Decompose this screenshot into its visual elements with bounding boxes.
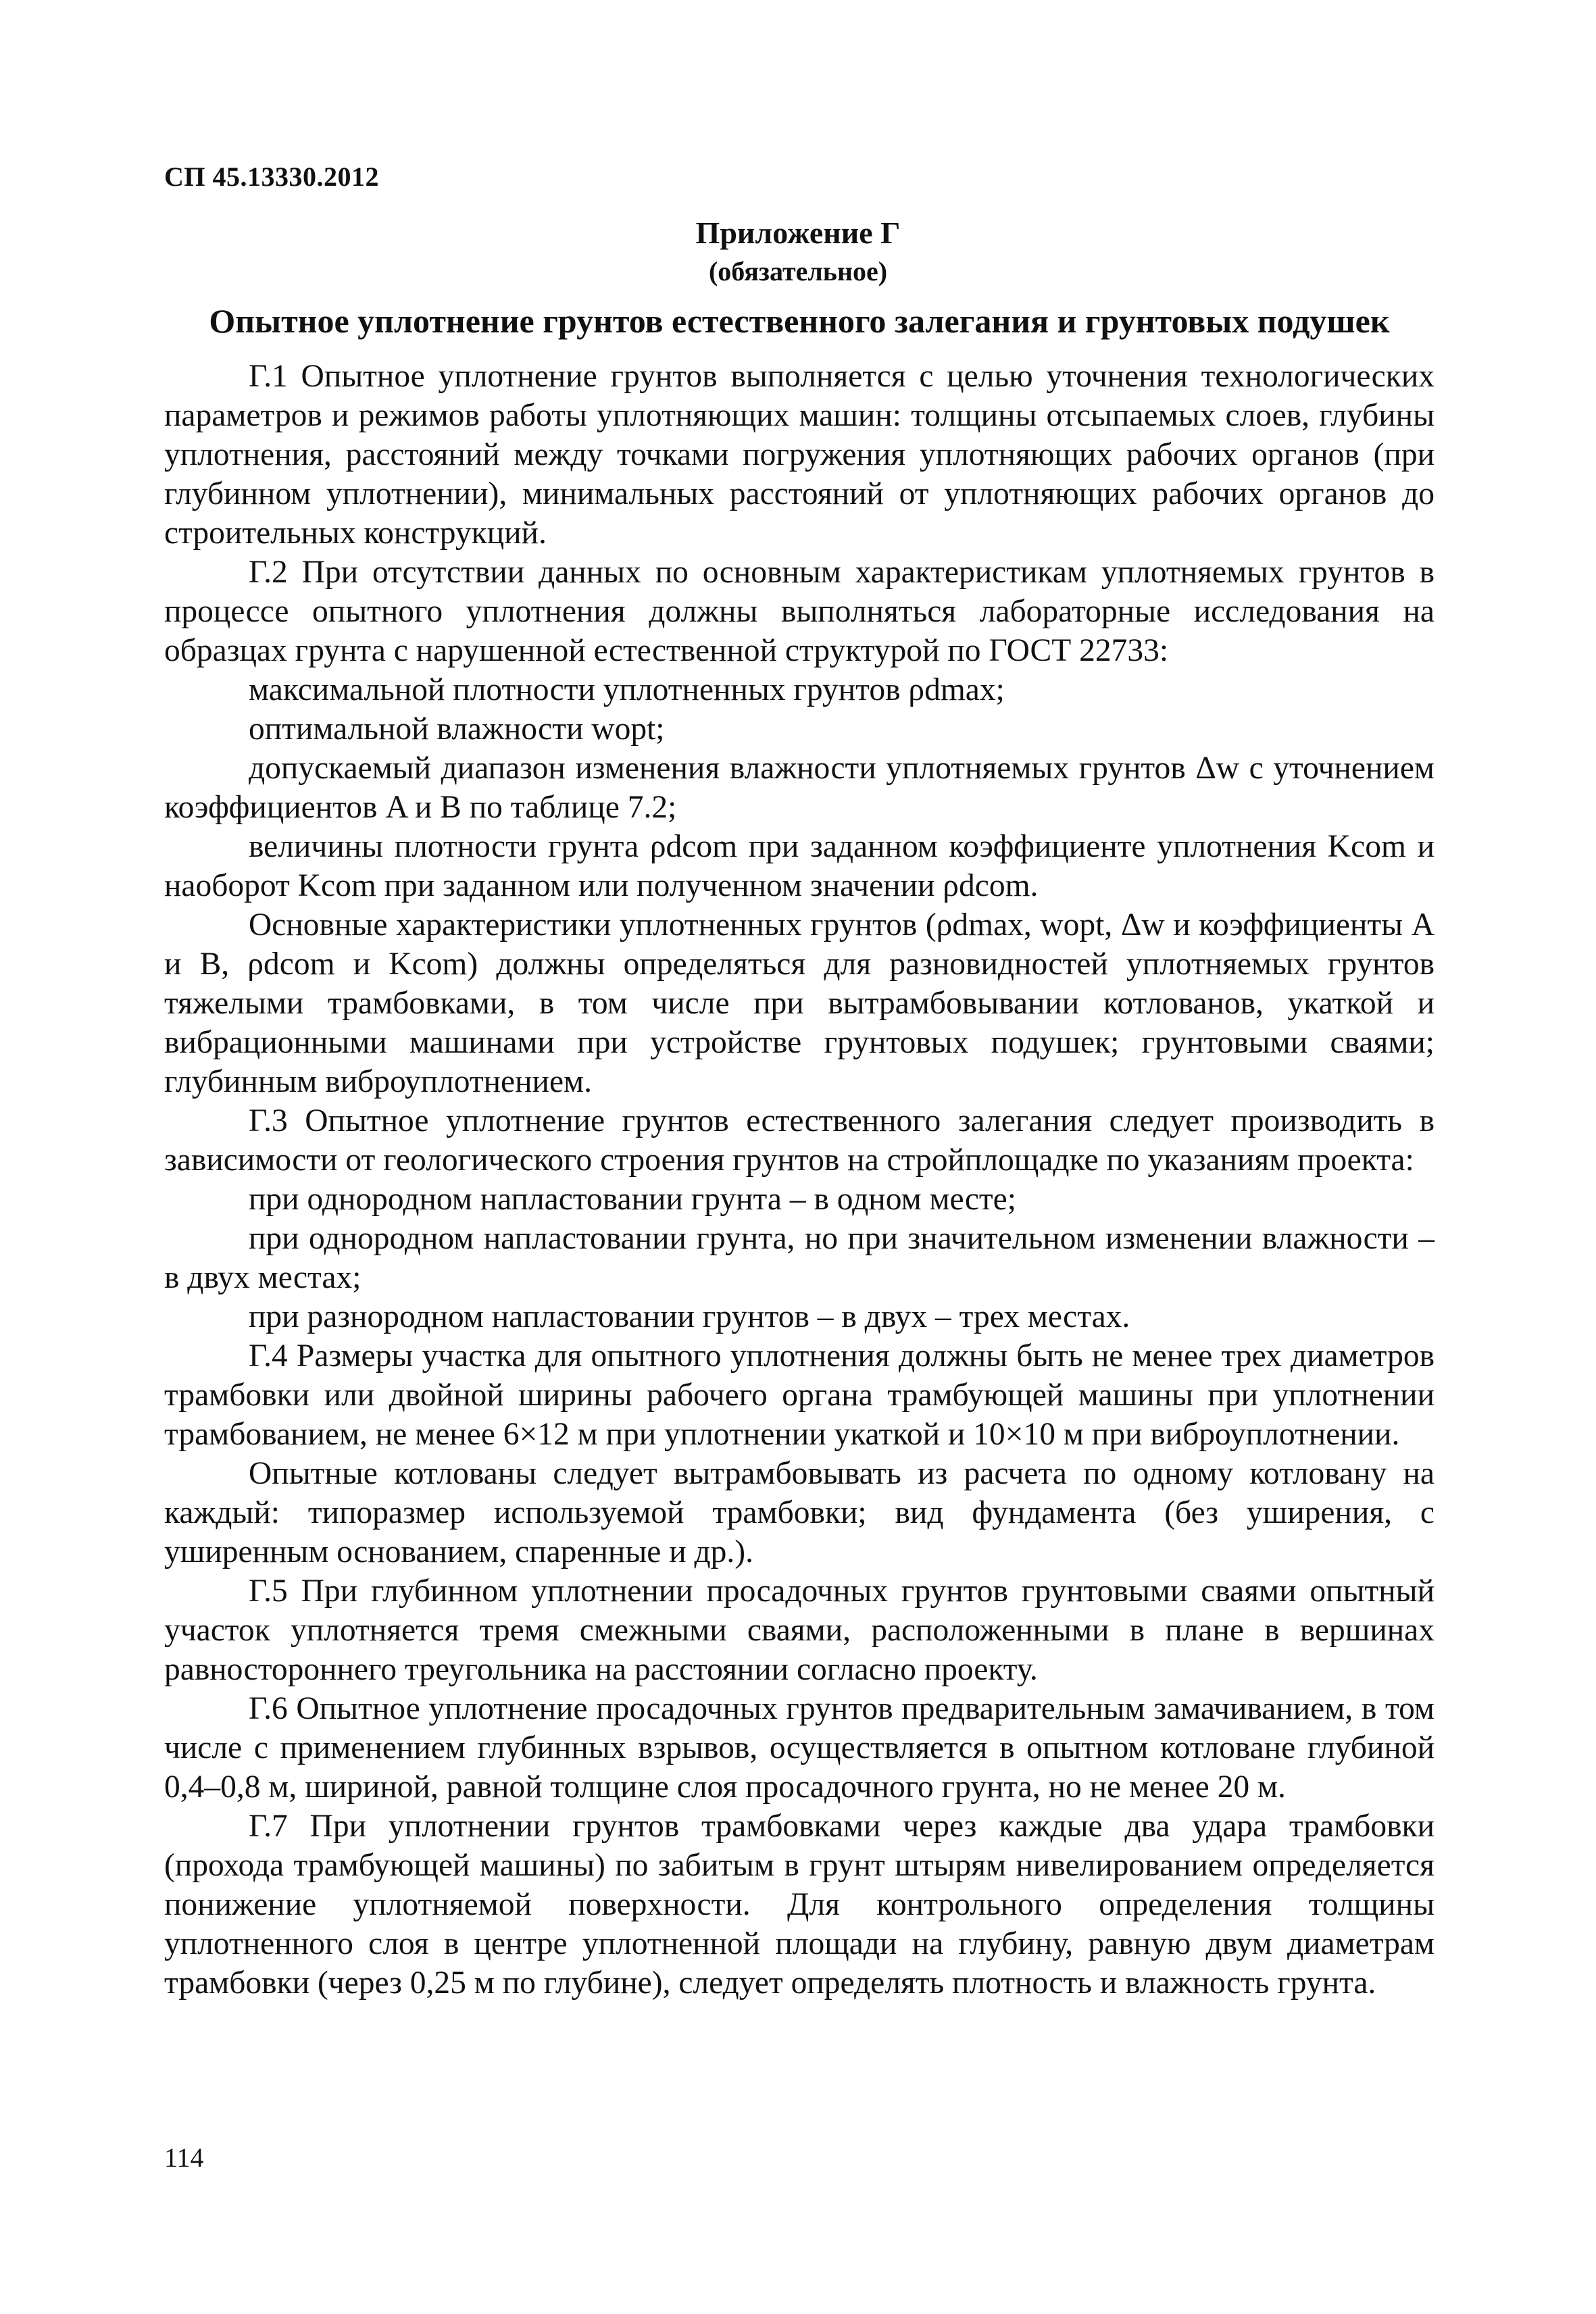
paragraph-g6: Г.6 Опытное уплотнение просадочных грунтов предварительным замачиванием, в том числе с применением глубинных взрывов, осуществляется в опытном котловане глубиной 0,4–0,8 м, шириной, равной толщине слоя просадочного грунта, но не менее 20 м. <box>164 1691 1435 1805</box>
list-item: величины плотности грунта ρdcom при заданном коэффициенте уплотнения Kcom и наоборот Kcom при заданном или полученном значении ρdcom. <box>164 829 1435 903</box>
paragraph-g4: Г.4 Размеры участка для опытного уплотнения должны быть не менее трех диаметров трамбовки или двойной ширины рабочего органа трамбующей машины при уплотнении трамбованием, не менее 6×12 м при уплотнении укаткой и 10×10 м при виброуплотнении. <box>164 1338 1435 1452</box>
paragraph-g7: Г.7 При уплотнении грунтов трамбовками через каждые два удара трамбовки (прохода трамбующей машины) по забитым в грунт штырям нивелированием определяется понижение уплотняемой поверхности. Для контрольного определения толщины уплотненного слоя в центре уплотненной площади на глубину, равную двум диаметрам трамбовки (через 0,25 м по глубине), следует определять плотность и влажность грунта. <box>164 1809 1435 2001</box>
appendix-status: (обязательное) <box>708 256 888 286</box>
appendix-title: Приложение Г <box>695 216 901 250</box>
list-item: при однородном напластовании грунта, но при значительном изменении влажности – в двух местах; <box>164 1221 1435 1295</box>
list-item: максимальной плотности уплотненных грунтов ρdmax; <box>249 672 1005 707</box>
list-item: оптимальной влажности wopt; <box>249 711 665 747</box>
body-text <box>164 357 1435 2003</box>
list-item: при разнородном напластовании грунтов – в двух – трех местах. <box>249 1299 1130 1334</box>
paragraph-main-characteristics: Основные характеристики уплотненных грунтов (ρdmax, wopt, Δw и коэффициенты A и B, ρdcom и Kcom) должны определяться для разновидностей уплотняемых грунтов тяжелыми трамбовками, в том числе при вытрамбовывании котлованов, укаткой и вибрационными машинами при устройстве грунтовых подушек; грунтовыми сваями; глубинным виброуплотнением. <box>164 907 1435 1099</box>
document-code: СП 45.13330.2012 <box>164 161 379 192</box>
list-item: при однородном напластовании грунта – в одном месте; <box>249 1182 1016 1217</box>
paragraph-g2: Г.2 При отсутствии данных по основным характеристикам уплотняемых грунтов в процессе опытного уплотнения должны выполняться лабораторные исследования на образцах грунта с нарушенной естественной структурой по ГОСТ 22733: <box>164 555 1435 668</box>
paragraph-g5: Г.5 При глубинном уплотнении просадочных грунтов грунтовыми сваями опытный участок уплотняется тремя смежными сваями, расположенными в плане в вершинах равностороннего треугольника на расстоянии согласно проекту. <box>164 1574 1435 1687</box>
paragraph-g3: Г.3 Опытное уплотнение грунтов естественного залегания следует производить в зависимости от геологического строения грунтов на стройплощадке по указаниям проекта: <box>164 1103 1435 1178</box>
paragraph-g1: Г.1 Опытное уплотнение грунтов выполняется с целью уточнения технологических параметров и режимов работы уплотняющих машин: толщины отсыпаемых слоев, глубины уплотнения, расстояний между точками погружения уплотняющих рабочих органов (при глубинном уплотнении), минимальных расстояний от уплотняющих рабочих органов до строительных конструкций. <box>164 359 1435 551</box>
list-item: допускаемый диапазон изменения влажности уплотняемых грунтов Δw с уточнением коэффициентов A и B по таблице 7.2; <box>164 751 1435 825</box>
page-number: 114 <box>164 2142 204 2173</box>
paragraph-test-pits: Опытные котлованы следует вытрамбовывать из расчета по одному котловану на каждый: типоразмер используемой трамбовки; вид фундамента (без уширения, с уширенным основанием, спаренные и др.). <box>164 1456 1435 1569</box>
section-heading: Опытное уплотнение грунтов естественного залегания и грунтовых подушек <box>209 302 1390 340</box>
